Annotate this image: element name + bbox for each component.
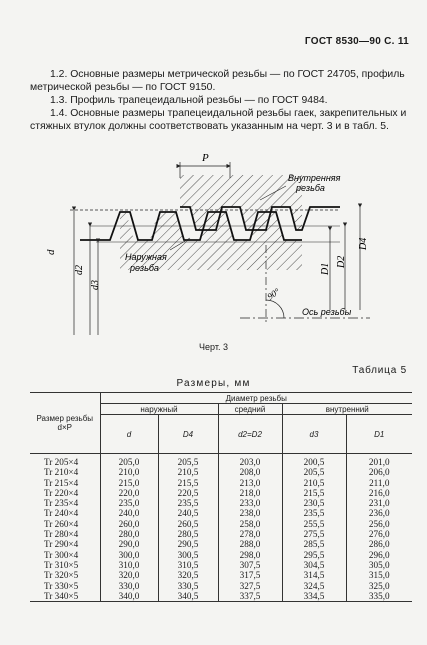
cell-value: 218,0 [218,488,282,498]
cell-size: Tr 260×4 [44,518,79,529]
label-d: d [45,249,57,255]
table-body [30,454,412,602]
cell-value: 296,0 [346,550,412,560]
cell-value: 337,5 [218,591,282,602]
cell-value: 233,0 [218,498,282,508]
header-mid: средний [218,404,282,415]
inner-thread-hatch [180,175,302,230]
cell-value: 320,5 [158,570,218,580]
cell-value: 325,0 [346,581,412,591]
header-inner: внутренний [282,404,412,415]
figure-caption: Черт. 3 [199,342,228,352]
cell-value: 256,0 [346,519,412,529]
label-inner-thread-2: резьба [296,183,325,193]
header-size: Размер резьбы d×P [30,393,100,454]
label-outer-thread: Наружная [125,252,167,262]
cell-value: 235,5 [158,498,218,508]
cell-value: 307,5 [218,560,282,570]
cell-size: Tr 310×5 [44,559,79,570]
cell-value: 205,5 [158,454,218,468]
svg-text:резьба [129,263,159,273]
cell-size: Tr 280×4 [44,529,79,540]
cell-size: Tr 205×4 [44,457,79,467]
cell-value: 290,5 [158,539,218,549]
table-row [30,560,412,570]
cell-value: 215,5 [158,478,218,488]
cell-value: 240,0 [100,508,158,518]
cell-value: 280,0 [100,529,158,539]
dimensions-table [30,392,412,602]
cell-value: 231,0 [346,498,412,508]
cell-value: 208,0 [218,467,282,477]
cell-size: Tr 240×4 [44,508,79,519]
cell-size: Tr 220×4 [44,487,79,498]
cell-value: 340,0 [100,591,158,602]
table-row [30,591,412,602]
cell-value: 310,0 [100,560,158,570]
cell-value: 215,0 [100,478,158,488]
table-row [30,529,412,539]
table-row [30,519,412,529]
cell-value: 258,0 [218,519,282,529]
cell-value: 298,0 [218,550,282,560]
table-row [30,550,412,560]
label-D2: D2 [336,255,347,268]
label-d3: d3 [90,280,101,290]
cell-value: 288,0 [218,539,282,549]
cell-value: 278,0 [218,529,282,539]
cell-value: 340,5 [158,591,218,602]
cell-value: 290,0 [100,539,158,549]
cell-value: 314,5 [282,570,346,580]
table-row [30,539,412,549]
label-D4: D4 [358,237,369,250]
cell-value: 260,5 [158,519,218,529]
cell-value: 255,5 [282,519,346,529]
cell-value: 260,0 [100,519,158,529]
cell-value: 238,0 [218,508,282,518]
cell-value: 310,5 [158,560,218,570]
cell-value: 235,0 [100,498,158,508]
page-header: ГОСТ 8530—90 С. 11 [304,36,409,47]
table-title: Размеры, мм [176,378,251,389]
cell-value: 275,5 [282,529,346,539]
header-outer: наружный [100,404,218,415]
cell-value: 286,0 [346,539,412,549]
cell-value: 205,0 [100,454,158,468]
table-row [30,478,412,488]
cell-size: Tr 210×4 [44,467,79,478]
label-pitch: P [202,152,209,164]
cell-value: 203,0 [218,454,282,468]
cell-value: 330,0 [100,581,158,591]
label-D1: D1 [320,262,331,275]
col-d: d [100,415,158,454]
cell-value: 324,5 [282,581,346,591]
cell-size: Tr 235×4 [44,498,79,509]
cell-value: 210,0 [100,467,158,477]
cell-value: 200,5 [282,454,346,468]
cell-value: 334,5 [282,591,346,602]
cell-value: 220,0 [100,488,158,498]
cell-size: Tr 215×4 [44,477,79,488]
cell-value: 335,0 [346,591,412,602]
cell-value: 213,0 [218,478,282,488]
cell-value: 210,5 [158,467,218,477]
cell-size: Tr 300×4 [44,549,79,560]
cell-value: 305,0 [346,560,412,570]
table-row [30,570,412,580]
cell-value: 236,0 [346,508,412,518]
cell-size: Tr 320×5 [44,570,79,581]
table-row [30,581,412,591]
cell-value: 327,5 [218,581,282,591]
cell-size: Tr 290×4 [44,539,79,550]
table-row [30,454,412,468]
cell-value: 205,5 [282,467,346,477]
cell-value: 300,5 [158,550,218,560]
label-axis: Ось резьбы [302,307,352,317]
cell-value: 320,0 [100,570,158,580]
cell-value: 285,5 [282,539,346,549]
col-D4: D4 [158,415,218,454]
paragraph-1-2: 1.2. Основные размеры метрической резьбы — по ГОСТ 24705, профиль метрической резьбы — по ГОСТ 9150. [30,69,405,93]
cell-value: 206,0 [346,467,412,477]
col-D1: D1 [346,415,412,454]
paragraph-1-3: 1.3. Профиль трапецеидальной резьбы — по ГОСТ 9484. [50,95,328,106]
label-angle: 90° [265,286,282,302]
table-number: Таблица 5 [352,365,407,376]
cell-value: 201,0 [346,454,412,468]
paragraph-1-4: 1.4. Основные размеры трапецеидальной резьбы гаек, закрепительных и стяжных втулок должны соответствовать указанным на черт. 3 и в табл. 5. [30,108,407,132]
cell-value: 304,5 [282,560,346,570]
cell-value: 315,0 [346,570,412,580]
thread-profile-drawing [40,150,400,350]
cell-value: 235,5 [282,508,346,518]
label-d2: d2 [74,265,85,275]
table-row [30,498,412,508]
table-row [30,488,412,498]
cell-value: 276,0 [346,529,412,539]
cell-value: 215,5 [282,488,346,498]
cell-size: Tr 330×5 [44,580,79,591]
cell-value: 216,0 [346,488,412,498]
table-row [30,467,412,477]
cell-value: 280,5 [158,529,218,539]
col-d3: d3 [282,415,346,454]
cell-value: 317,5 [218,570,282,580]
cell-size: Tr 340×5 [44,590,79,601]
cell-value: 300,0 [100,550,158,560]
cell-value: 210,5 [282,478,346,488]
cell-value: 330,5 [158,581,218,591]
cell-value: 230,5 [282,498,346,508]
label-inner-thread: Внутренняя [288,173,341,183]
col-d2-D2: d2=D2 [218,415,282,454]
label-outer-thread-2: резьба [130,263,159,273]
header-diameter: Диаметр резьбы [100,393,412,404]
cell-value: 295,5 [282,550,346,560]
svg-text:резьба [295,183,325,193]
cell-value: 211,0 [346,478,412,488]
cell-value: 240,5 [158,508,218,518]
table-row [30,508,412,518]
cell-value: 220,5 [158,488,218,498]
